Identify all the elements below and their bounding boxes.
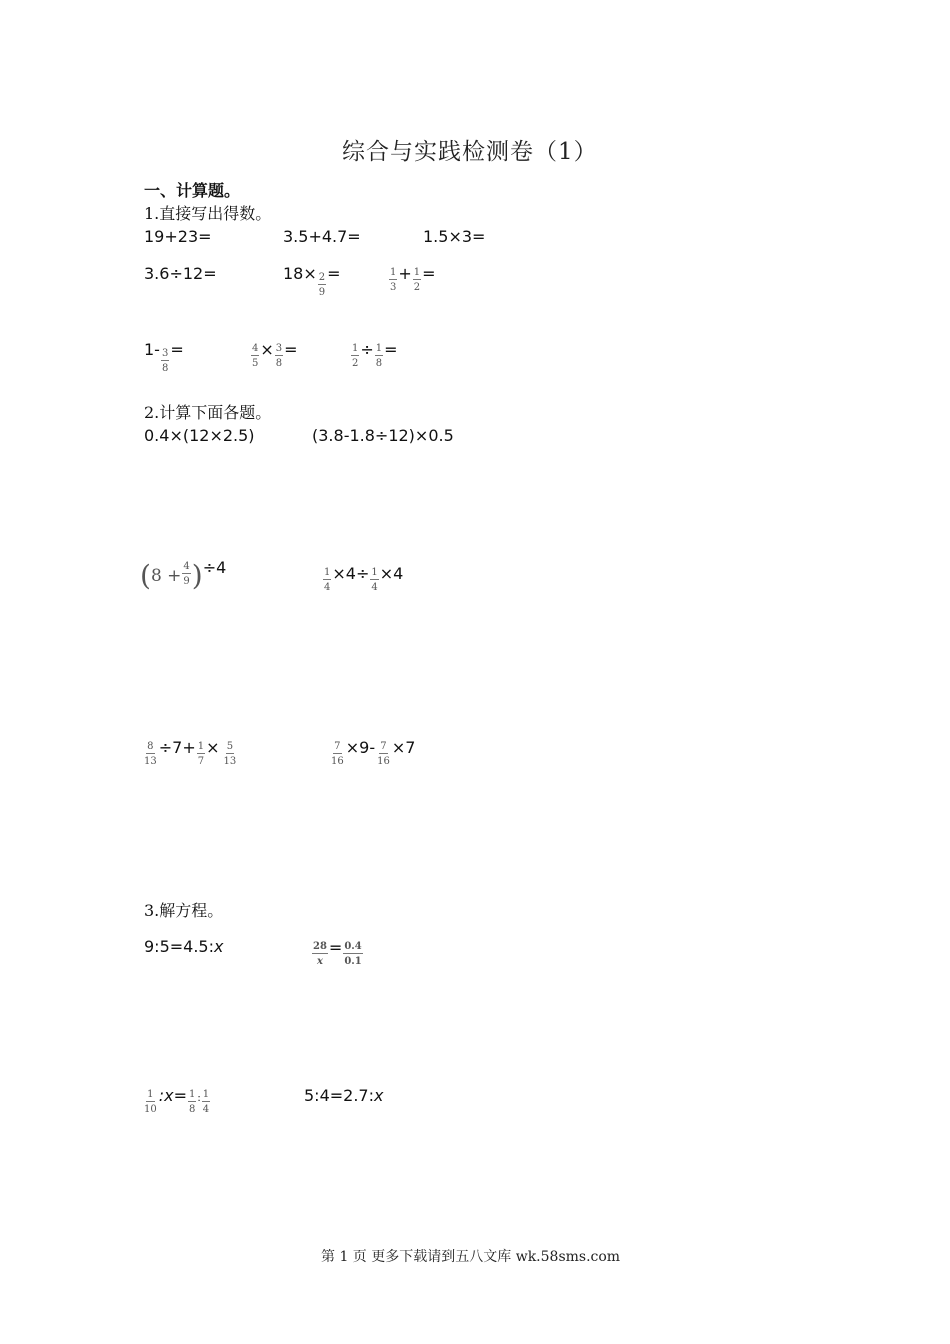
fraction: $\frac{1}{4}$: [324, 567, 331, 593]
q2-expression-1: 0.4×(12×2.5): [144, 426, 255, 445]
question-1-heading: 1.直接写出得数。: [144, 204, 272, 223]
page-title: 综合与实践检测卷（1）: [342, 139, 598, 165]
q1-row1-item2: 3.5+4.7=: [283, 227, 361, 246]
q1-row2-item3: $\frac{1}{3}$ + $\frac{1}{2}$ =: [390, 264, 436, 293]
q3-equation-3: $\frac{1}{10}$ :x= $\frac{1}{8}$ : $\frac{1}{4}$: [144, 1086, 210, 1115]
fraction: $\frac{1}{3}$: [390, 267, 397, 293]
q1-row1-item1: 19+23=: [144, 227, 212, 246]
fraction: $\frac{1}{7}$: [197, 741, 205, 767]
fraction: $\frac{4}{9}$: [183, 560, 190, 587]
q2-expression-6: $\frac{7}{16}$ ×9- $\frac{7}{16}$ ×7: [331, 738, 416, 767]
q2-expression-4: $\frac{1}{4}$ ×4÷ $\frac{1}{4}$ ×4: [324, 564, 404, 593]
fraction: $\frac{7}{16}$: [331, 741, 344, 767]
fraction: $\frac{7}{16}$: [377, 741, 390, 767]
q2-expression-2: (3.8-1.8÷12)×0.5: [312, 426, 454, 445]
q2-expression-3: (8 + $\frac{4}{9}$ )÷4: [140, 557, 227, 592]
fraction: $\frac{1}{8}$: [375, 343, 383, 369]
fraction: $\frac{1}{4}$: [371, 567, 378, 593]
fraction: $\frac{0.4}{0.1}$: [344, 941, 362, 967]
section-heading: 一、计算题。: [144, 181, 241, 200]
fraction: $\frac{8}{13}$: [144, 741, 157, 767]
fraction: $\frac{1}{2}$: [352, 343, 359, 369]
fraction: $\frac{5}{13}$: [223, 741, 237, 767]
q1-row2-item1: 3.6÷12=: [144, 264, 217, 283]
question-2-heading: 2.计算下面各题。: [144, 403, 272, 422]
q1-row1-item3: 1.5×3=: [423, 227, 486, 246]
q1-row3-item2: $\frac{4}{5}$ × $\frac{3}{8}$ =: [252, 340, 298, 369]
page-footer: 第 1 页 更多下载请到五八文库 wk.58sms.com: [321, 1249, 621, 1265]
q3-equation-2: $\frac{28}{x}$ = $\frac{0.4}{0.1}$: [313, 938, 362, 967]
q2-expression-5: $\frac{8}{13}$ ÷7+ $\frac{1}{7}$ × $\frac{5}{13}$: [144, 738, 237, 767]
question-3-heading: 3.解方程。: [144, 901, 224, 920]
fraction: $\frac{1}{8}$: [189, 1089, 196, 1115]
fraction: $\frac{1}{2}$: [413, 267, 421, 293]
fraction: $\frac{3}{8}$: [161, 348, 169, 374]
q3-equation-1: 9:5=4.5:x: [144, 937, 224, 956]
fraction: $\frac{1}{10}$: [144, 1089, 157, 1115]
fraction: $\frac{1}{4}$: [202, 1089, 210, 1115]
fraction: $\frac{4}{5}$: [252, 343, 259, 369]
q1-row3-item1: 1- $\frac{3}{8}$ =: [144, 340, 184, 374]
q1-row3-item3: $\frac{1}{2}$ ÷ $\frac{1}{8}$ =: [352, 340, 398, 369]
q1-row2-item2: 18× $\frac{2}{9}$ =: [283, 264, 341, 298]
fraction: $\frac{28}{x}$: [313, 941, 327, 967]
q3-equation-4: 5:4=2.7:x: [304, 1086, 384, 1105]
fraction: $\frac{3}{8}$: [275, 343, 283, 369]
fraction: $\frac{2}{9}$: [318, 272, 326, 298]
